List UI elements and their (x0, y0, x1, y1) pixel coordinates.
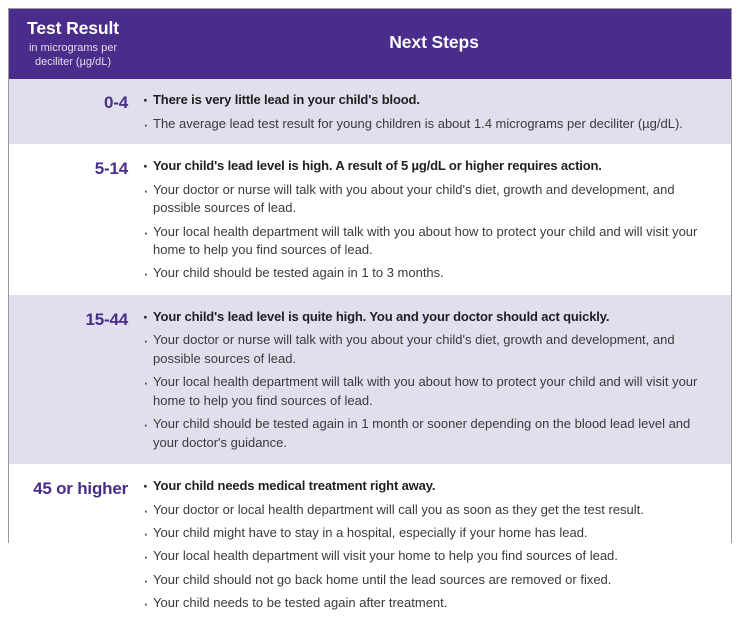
list-item: · Your child needs medical treatment right away. (142, 477, 719, 495)
range-cell-0-4: 0-4 (104, 93, 128, 113)
steps-cell-45-or-higher (137, 464, 731, 627)
list-item: · Your doctor or nurse will talk with you about your child's diet, growth and development, and possible sources of lead. (142, 331, 719, 368)
list-item: · Your local health department will talk with you about how to protect your child and will visit your home to help you find sources of lead. (142, 223, 719, 260)
steps-list (142, 91, 719, 133)
list-item: · Your child should be tested again in 1 month or sooner depending on the blood lead level and your doctor's guidance. (142, 415, 719, 452)
list-item: · Your doctor or nurse will talk with you about your child's diet, growth and development, and possible sources of lead. (142, 181, 719, 218)
table-row (9, 464, 731, 627)
list-item: · Your doctor or local health department will call you as soon as they get the test result. (142, 501, 719, 519)
list-item: · Your child might have to stay in a hospital, especially if your home has lead. (142, 524, 719, 542)
steps-list (142, 308, 719, 452)
list-item: · Your local health department will talk with you about how to protect your child and will visit your home to help you find sources of lead. (142, 373, 719, 410)
header-subtitle-units: in micrograms per deciliter (µg/dL) (28, 42, 118, 69)
list-item: · The average lead test result for young children is about 1.4 micrograms per deciliter (µg/dL). (142, 115, 719, 133)
steps-list (142, 477, 719, 613)
steps-cell-5-14 (137, 144, 731, 295)
table-row (9, 144, 731, 295)
steps-cell-15-44 (137, 295, 731, 464)
header-cell-test-result (9, 9, 137, 79)
list-item: · Your local health department will visit your home to help you find sources of lead. (142, 547, 719, 565)
range-cell-45-or-higher: 45 or higher (33, 479, 128, 499)
header-title-next-steps: Next Steps (389, 31, 479, 52)
list-item: · Your child's lead level is high. A result of 5 µg/dL or higher requires action. (142, 157, 719, 175)
list-item: · Your child's lead level is quite high. You and your doctor should act quickly. (142, 308, 719, 326)
steps-cell-0-4 (137, 79, 731, 144)
steps-list (142, 157, 719, 283)
table-header-row (9, 9, 731, 79)
range-cell-15-44: 15-44 (85, 309, 128, 329)
list-item: · There is very little lead in your child's blood. (142, 91, 719, 109)
list-item: · Your child needs to be tested again after treatment. (142, 594, 719, 612)
list-item: · Your child should be tested again in 1 to 3 months. (142, 264, 719, 282)
table-row (9, 295, 731, 464)
lead-test-results-table (8, 8, 732, 611)
range-cell-5-14: 5-14 (94, 159, 128, 179)
list-item: · Your child should not go back home until the lead sources are removed or fixed. (142, 571, 719, 589)
table-row (9, 79, 731, 144)
header-cell-next-steps (137, 9, 731, 79)
header-title-test-result: Test Result (27, 18, 119, 38)
